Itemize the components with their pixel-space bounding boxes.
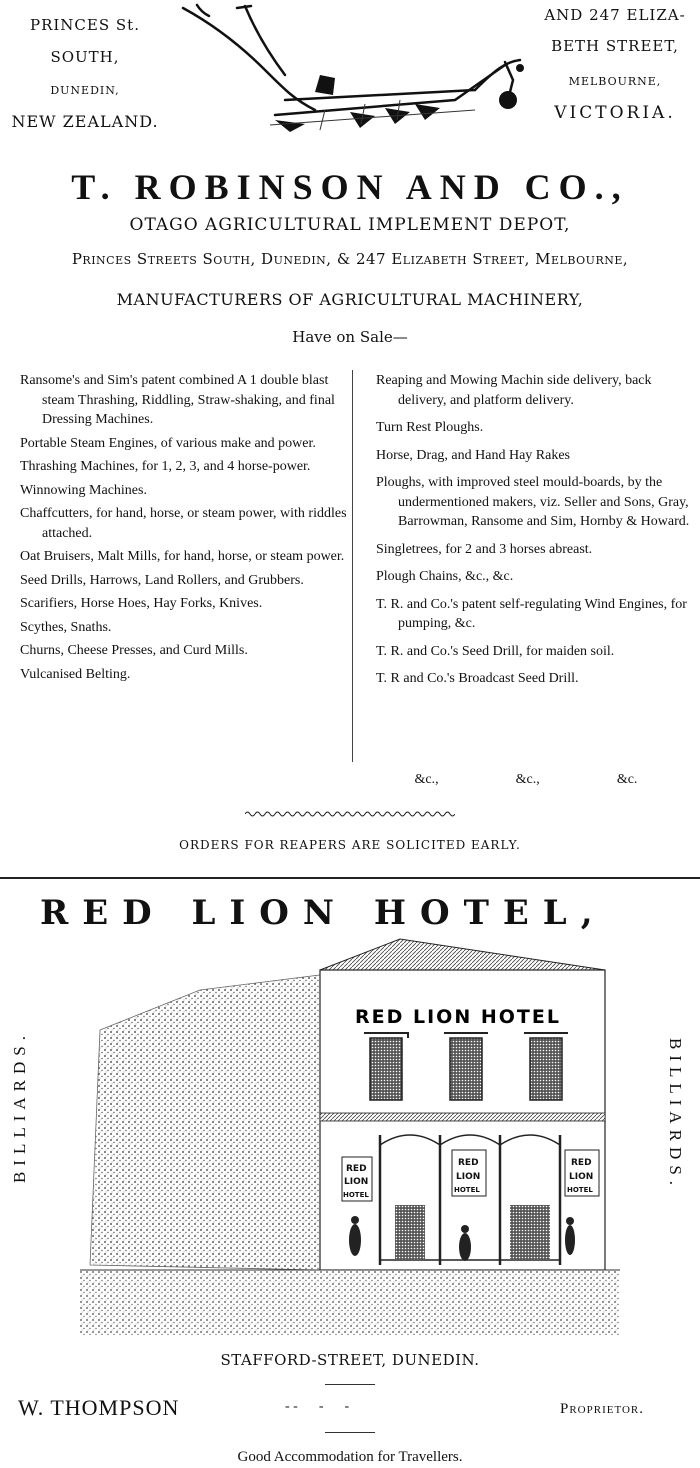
left-items-list <box>20 371 348 688</box>
short-rule <box>325 1432 375 1433</box>
proprietor-name: W. THOMPSON <box>18 1395 180 1420</box>
hotel-sign: RED LION HOTEL <box>355 1006 561 1028</box>
on-sale-heading: Have on Sale— <box>292 328 408 346</box>
left-address-line: SOUTH, <box>50 48 120 66</box>
list-item: Winnowing Machines. <box>20 482 147 498</box>
proprietor-dashes: - - - - <box>285 1399 350 1414</box>
sign-word: LION <box>456 1172 481 1182</box>
plough-illustration <box>175 0 535 150</box>
right-address-line: BETH STREET, <box>551 37 679 55</box>
list-item: Thrashing Machines, for 1, 2, 3, and 4 horse-power. <box>20 459 311 474</box>
list-item: Turn Rest Ploughs. <box>376 420 484 435</box>
list-item: T. R. and Co.'s Seed Drill, for maiden soil. <box>376 643 615 659</box>
firm-name: T. ROBINSON AND CO., <box>71 167 629 207</box>
list-item: Vulcanised Belting. <box>20 666 131 682</box>
left-address-line: DUNEDIN, <box>50 84 120 97</box>
accommodation-line: Good Accommodation for Travellers. <box>237 1449 463 1465</box>
list-item: Ransome's and Sim's patent combined A 1 double blast steam Thrashing, Riddling, Straw-shaking, and final Dressing Machines. <box>20 373 335 427</box>
column-divider <box>352 370 353 762</box>
etc-line <box>376 772 676 788</box>
list-item: Oat Bruisers, Malt Mills, for hand, horse, or steam power. <box>20 549 345 564</box>
list-item: Horse, Drag, and Hand Hay Rakes <box>376 447 570 463</box>
etc-item: &c., <box>414 772 439 787</box>
hotel-title: RED LION HOTEL, <box>40 893 607 933</box>
hotel-address: STAFFORD-STREET, DUNEDIN. <box>220 1351 480 1369</box>
sign-word: LION <box>344 1177 369 1187</box>
list-item: Ploughs, with improved steel mould-boards, by the undermentioned makers, viz. Seller and Sons, Gray, Barrowman, Ransome and Sim, Hornby & Howard. <box>376 475 690 529</box>
list-item: T. R and Co.'s Broadcast Seed Drill. <box>376 671 579 686</box>
sign-word: HOTEL <box>343 1191 369 1199</box>
list-item: Seed Drills, Harrows, Land Rollers, and Grubbers. <box>20 572 304 588</box>
list-item: Chaffcutters, for hand, horse, or steam power, with riddles attached. <box>20 506 347 541</box>
depot-title: OTAGO AGRICULTURAL IMPLEMENT DEPOT, <box>129 215 571 235</box>
list-item: T. R. and Co.'s patent self-regulating Wind Engines, for pumping, &c. <box>376 596 687 631</box>
list-item: Portable Steam Engines, of various make and power. <box>20 435 316 451</box>
etc-item: &c. <box>616 772 638 787</box>
list-item: Churns, Cheese Presses, and Curd Mills. <box>20 643 248 658</box>
sign-word: HOTEL <box>567 1186 593 1194</box>
right-address-line: MELBOURNE, <box>568 75 662 88</box>
right-address-line: VICTORIA. <box>554 103 676 123</box>
manufacturers-line: MANUFACTURERS OF AGRICULTURAL MACHINERY, <box>116 290 584 309</box>
orders-notice: ORDERS FOR REAPERS ARE SOLICITED EARLY. <box>179 838 521 852</box>
sign-word: RED <box>346 1164 367 1174</box>
list-item: Reaping and Mowing Machin side delivery, back delivery, and platform delivery. <box>376 373 652 408</box>
billiards-left: BILLIARDS. <box>10 1030 29 1184</box>
list-item: Plough Chains, &c., &c. <box>376 569 514 584</box>
billiards-right: BILLIARDS. <box>666 1038 685 1192</box>
left-address-line: NEW ZEALAND. <box>11 112 159 131</box>
right-address-line: AND 247 ELIZA- <box>544 6 686 24</box>
wavy-divider <box>245 810 455 818</box>
list-item: Scythes, Snaths. <box>20 619 112 635</box>
short-rule <box>325 1384 375 1385</box>
left-address-line: PRINCES St. <box>30 16 140 34</box>
proprietor-label: Proprietor. <box>560 1401 645 1417</box>
sign-word: HOTEL <box>454 1186 480 1194</box>
etc-item: &c., <box>515 772 540 787</box>
list-item: Singletrees, for 2 and 3 horses abreast. <box>376 541 593 557</box>
section-rule <box>0 877 700 879</box>
list-item: Scarifiers, Horse Hoes, Hay Forks, Knives. <box>20 596 263 611</box>
left-address <box>0 18 170 130</box>
streets-line: Princes Streets South, Dunedin, & 247 Elizabeth Street, Melbourne, <box>71 250 629 268</box>
right-address <box>530 8 700 122</box>
right-items-list <box>376 371 698 693</box>
sign-word: RED <box>458 1158 479 1168</box>
hotel-building-illustration <box>80 935 620 1340</box>
sign-word: RED <box>571 1158 592 1168</box>
sign-word: LION <box>569 1172 594 1182</box>
